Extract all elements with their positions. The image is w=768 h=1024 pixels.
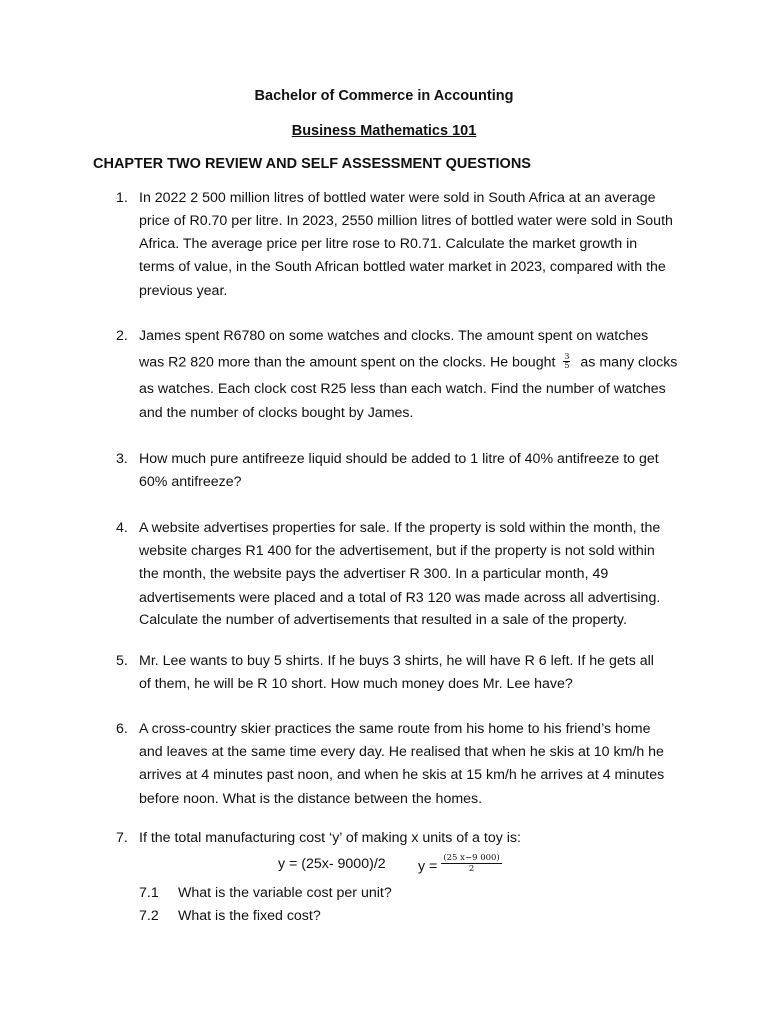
question-number: 6. — [116, 721, 128, 737]
question-number: 2. — [116, 328, 128, 344]
question-text-line: and the number of clocks bought by James. — [139, 405, 414, 421]
question-text-line: How much pure antifreeze liquid should be added to 1 litre of 40% antifreeze to get — [139, 451, 659, 467]
question-number: 3. — [116, 451, 128, 467]
equation-fraction-form — [418, 853, 502, 877]
question-text-line: In 2022 2 500 million litres of bottled water were sold in South Africa at an average — [139, 190, 656, 206]
fraction-numerator: 3 — [564, 352, 570, 361]
fraction-denominator: 2 — [468, 864, 475, 874]
question-text-line: 60% antifreeze? — [139, 474, 242, 490]
fraction — [563, 353, 570, 370]
document-title: Bachelor of Commerce in Accounting — [254, 88, 514, 104]
question-text-line: A website advertises properties for sale. If the property is sold within the month, the — [139, 520, 661, 536]
question-text-line: Calculate the number of advertisements that resulted in a sale of the property. — [139, 612, 627, 628]
question-number: 7. — [116, 830, 128, 846]
question-text-line: advertisements were placed and a total of R3 120 was made across all advertising. — [139, 590, 661, 606]
equation-lhs: y = — [418, 858, 438, 875]
subquestion-number: 7.1 — [139, 885, 159, 901]
subquestion-text: What is the fixed cost? — [178, 908, 321, 924]
subquestion-text: What is the variable cost per unit? — [178, 885, 392, 901]
question-text-line: the month, the website pays the advertiser R 300. In a particular month, 49 — [139, 566, 609, 582]
question-text-line: and leaves at the same time every day. He realised that when he skis at 10 km/h he — [139, 744, 664, 760]
question-number: 5. — [116, 653, 128, 669]
question-text-line: A cross-country skier practices the same route from his home to his friend’s home — [139, 721, 651, 737]
equation-text: y = (25x- 9000)/2 — [278, 856, 386, 872]
question-number: 4. — [116, 520, 128, 536]
question-text-line: of them, he will be R 10 short. How much money does Mr. Lee have? — [139, 676, 573, 692]
question-text-line: Africa. The average price per litre rose to R0.71. Calculate the market growth in — [139, 236, 638, 252]
question-text-line: previous year. — [139, 283, 228, 299]
question-number: 1. — [116, 190, 128, 206]
question-text-line — [139, 354, 677, 371]
fraction-denominator: 5 — [564, 361, 570, 370]
question-text-line: If the total manufacturing cost ‘y’ of making x units of a toy is: — [139, 830, 521, 846]
question-text-line: website charges R1 400 for the advertisement, but if the property is not sold within — [139, 543, 655, 559]
text-segment: as many clocks — [580, 354, 678, 371]
question-text-line: arrives at 4 minutes past noon, and when he skis at 15 km/h he arrives at 4 minutes — [139, 767, 665, 783]
fraction — [441, 853, 501, 874]
question-text-line: before noon. What is the distance between the homes. — [139, 791, 483, 807]
question-text-line: James spent R6780 on some watches and clocks. The amount spent on watches — [139, 328, 649, 344]
text-segment: was R2 820 more than the amount spent on the clocks. He bought — [139, 354, 556, 371]
question-text-line: as watches. Each clock cost R25 less than each watch. Find the number of watches — [139, 381, 666, 397]
chapter-heading: CHAPTER TWO REVIEW AND SELF ASSESSMENT QUESTIONS — [93, 156, 531, 172]
question-text-line: Mr. Lee wants to buy 5 shirts. If he buys 3 shirts, he will have R 6 left. If he gets all — [139, 653, 654, 669]
subquestion-number: 7.2 — [139, 908, 159, 924]
course-title: Business Mathematics 101 — [291, 123, 477, 139]
fraction-numerator: (25 x−9 000) — [443, 853, 500, 863]
question-text-line: terms of value, in the South African bottled water market in 2023, compared with the — [139, 259, 666, 275]
question-text-line: price of R0.70 per litre. In 2023, 2550 million litres of bottled water were sold in South — [139, 213, 673, 229]
